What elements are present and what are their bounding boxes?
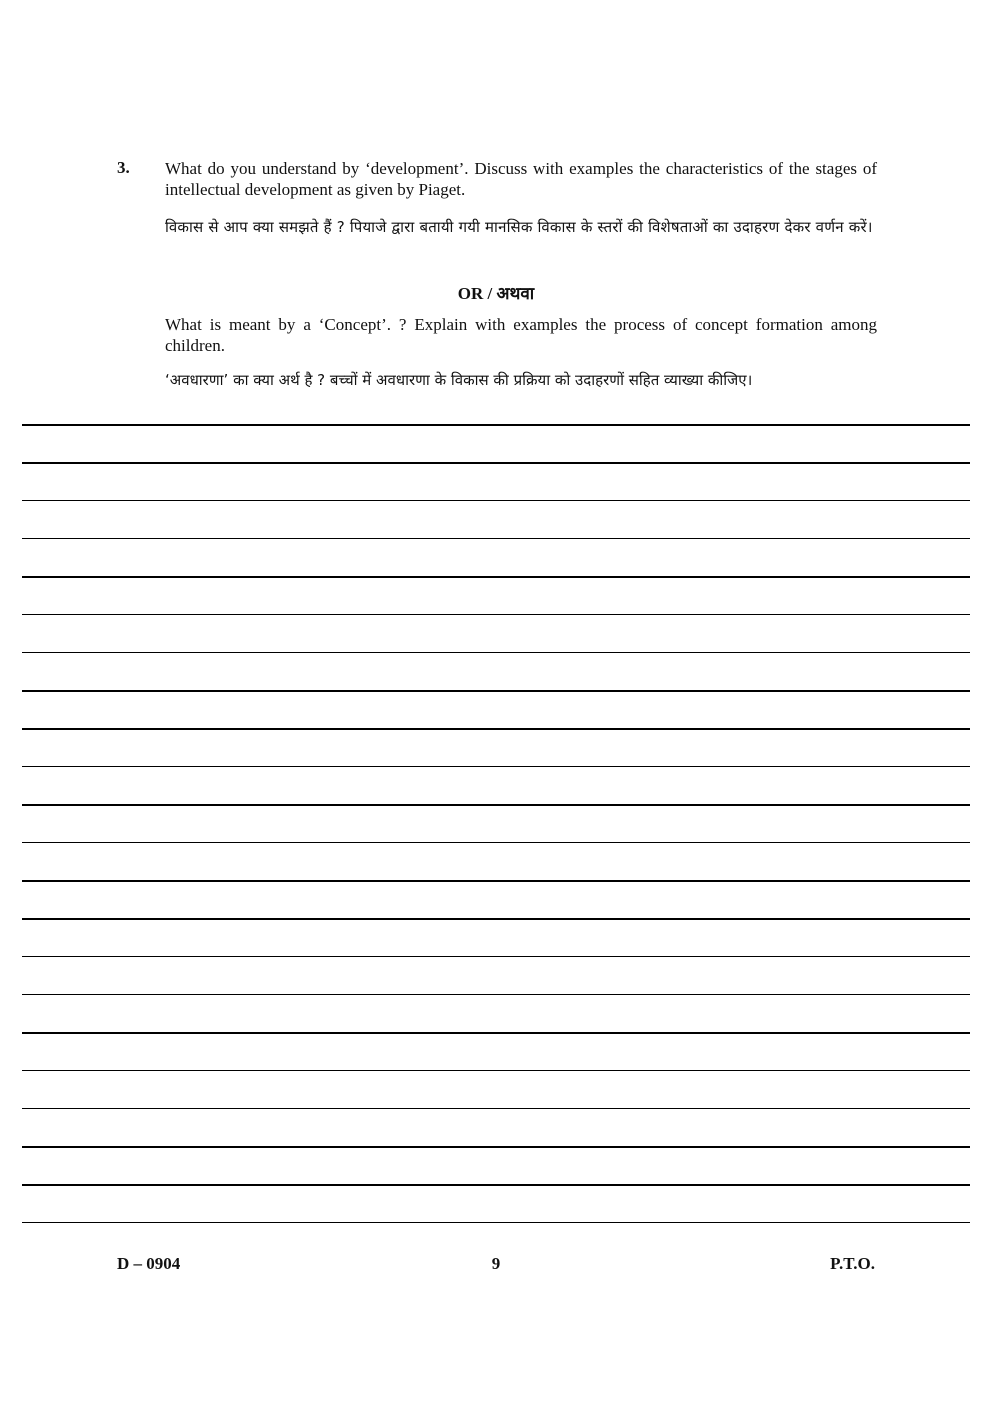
answer-line xyxy=(22,1222,970,1223)
answer-line xyxy=(22,690,970,692)
answer-line xyxy=(22,462,970,464)
answer-area[interactable] xyxy=(22,424,970,1224)
answer-line xyxy=(22,842,970,843)
answer-line xyxy=(22,1184,970,1186)
answer-line xyxy=(22,1108,970,1109)
answer-line xyxy=(22,1070,970,1071)
or-separator: OR / अथवा xyxy=(457,284,535,303)
paper-code: D – 0904 xyxy=(117,1254,181,1273)
answer-line xyxy=(22,804,970,806)
answer-line xyxy=(22,576,970,578)
page-number: 9 xyxy=(491,1254,501,1273)
answer-line xyxy=(22,766,970,767)
answer-line xyxy=(22,994,970,995)
alternative-question-hindi: ‘अवधारणा’ का क्या अर्थ है ? बच्चों में अवधारणा के विकास की प्रक्रिया को उदाहरणों सहित व्याख्या कीजिए। xyxy=(165,371,753,389)
answer-line xyxy=(22,880,970,882)
answer-line xyxy=(22,538,970,539)
answer-line xyxy=(22,728,970,730)
pto-label: P.T.O. xyxy=(830,1254,875,1273)
answer-line xyxy=(22,500,970,501)
answer-line xyxy=(22,614,970,615)
alternative-question-english: What is meant by a ‘Concept’. ? Explain with examples the process of concept formation among children. xyxy=(165,315,877,355)
answer-line xyxy=(22,652,970,653)
question-text-hindi: विकास से आप क्या समझते हैं ? पियाजे द्वारा बतायी गयी मानसिक विकास के स्तरों की विशेषताओं का उदाहरण देकर वर्णन करें। xyxy=(165,218,873,236)
answer-line xyxy=(22,1146,970,1148)
answer-line xyxy=(22,1032,970,1034)
question-text-english: What do you understand by ‘development’. Discuss with examples the characteristics of the stages of intellectual development as given by Piaget. xyxy=(165,159,877,199)
answer-line xyxy=(22,956,970,957)
answer-line xyxy=(22,424,970,426)
answer-line xyxy=(22,918,970,920)
question-number: 3. xyxy=(117,158,130,177)
